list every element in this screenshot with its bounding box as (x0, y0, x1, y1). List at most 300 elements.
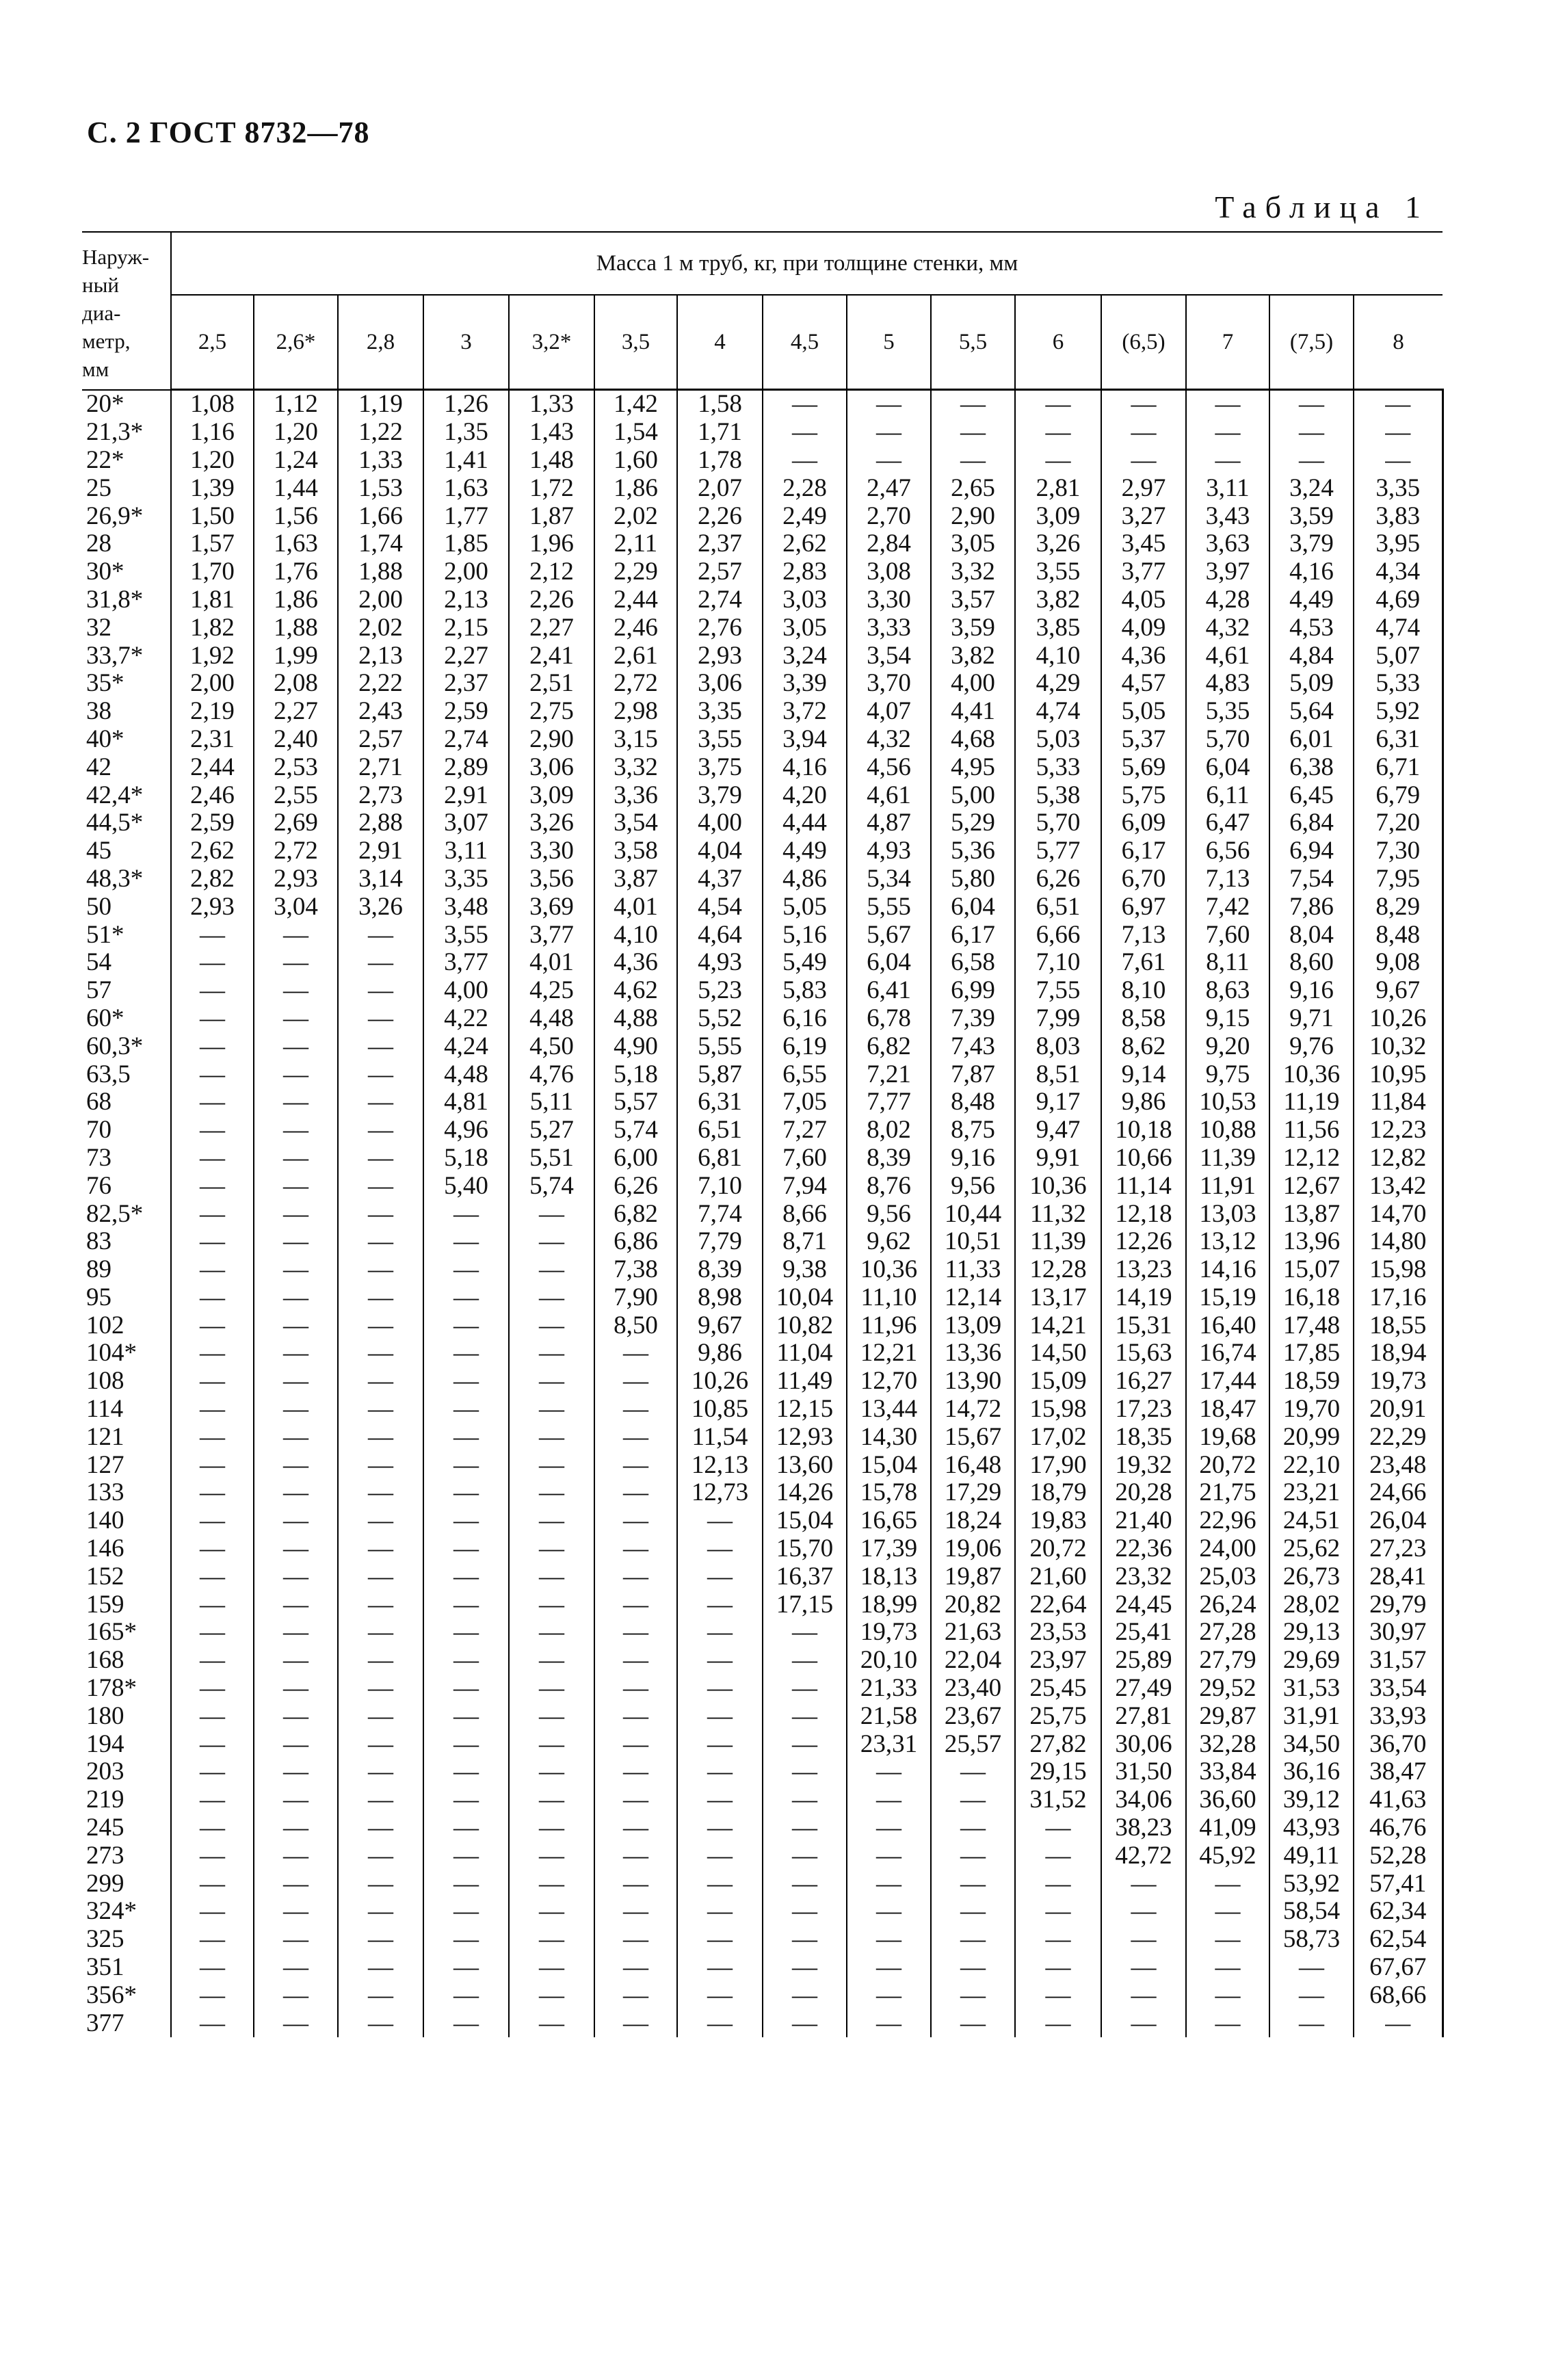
mass-cell: 10,95 (1354, 1060, 1443, 1088)
mass-cell: 17,02 (1015, 1423, 1101, 1451)
mass-cell: — (1101, 1926, 1186, 1954)
mass-cell: — (509, 1898, 594, 1926)
mass-cell: — (763, 1647, 847, 1675)
mass-cell: — (171, 1088, 254, 1116)
mass-cell: 7,39 (931, 1005, 1015, 1033)
diameter-header-line: ный (82, 272, 120, 297)
mass-cell: 7,43 (931, 1032, 1015, 1060)
mass-cell: — (171, 1675, 254, 1703)
mass-cell: — (677, 1647, 763, 1675)
mass-cell: — (254, 1842, 338, 1870)
mass-cell: 25,45 (1015, 1675, 1101, 1703)
mass-cell: 3,08 (847, 558, 931, 586)
mass-cell: 4,62 (594, 977, 677, 1005)
mass-cell: — (763, 1870, 847, 1898)
mass-cell: — (1101, 2009, 1186, 2037)
mass-cell: 9,17 (1015, 1088, 1101, 1116)
table-row (82, 781, 1443, 809)
mass-cell: 4,49 (763, 837, 847, 865)
mass-cell: — (763, 1675, 847, 1703)
mass-cell: — (677, 1898, 763, 1926)
mass-cell: 1,22 (338, 419, 423, 447)
mass-cell: 2,37 (423, 670, 509, 698)
mass-cell: 3,63 (1186, 530, 1269, 558)
mass-cell: 19,70 (1269, 1396, 1354, 1424)
mass-cell: 1,78 (677, 447, 763, 475)
mass-cell: 7,87 (931, 1060, 1015, 1088)
mass-cell: 24,66 (1354, 1479, 1443, 1507)
mass-cell: 22,04 (931, 1647, 1015, 1675)
table-row (82, 1702, 1443, 1730)
table-row (82, 1116, 1443, 1145)
mass-cell: — (254, 1228, 338, 1256)
mass-cell: 4,61 (847, 781, 931, 809)
mass-cell: 29,87 (1186, 1702, 1269, 1730)
mass-cell: 8,60 (1269, 949, 1354, 977)
mass-cell: 12,15 (763, 1396, 847, 1424)
mass-cell: — (171, 949, 254, 977)
mass-cell: 8,29 (1354, 893, 1443, 921)
mass-cell: — (423, 1479, 509, 1507)
mass-cell: 5,00 (931, 781, 1015, 809)
mass-cell: 6,26 (1015, 865, 1101, 893)
mass-cell: — (1101, 390, 1186, 419)
mass-cell: 3,54 (594, 809, 677, 837)
mass-cell: — (338, 1005, 423, 1033)
table-row (82, 1842, 1443, 1870)
mass-cell: 53,92 (1269, 1870, 1354, 1898)
mass-cell: 5,70 (1015, 809, 1101, 837)
mass-cell: 23,67 (931, 1702, 1015, 1730)
mass-cell: 2,81 (1015, 474, 1101, 502)
mass-cell: 7,38 (594, 1256, 677, 1284)
mass-cell: — (254, 1507, 338, 1535)
mass-cell: 7,90 (594, 1284, 677, 1312)
mass-cell: 2,90 (931, 502, 1015, 530)
mass-cell: 14,30 (847, 1423, 931, 1451)
mass-cell: 11,49 (763, 1368, 847, 1396)
table-row (82, 390, 1443, 419)
mass-cell: 14,19 (1101, 1284, 1186, 1312)
mass-cell: 1,63 (423, 474, 509, 502)
mass-cell: 7,86 (1269, 893, 1354, 921)
mass-cell: 6,09 (1101, 809, 1186, 837)
mass-cell: — (171, 921, 254, 949)
mass-cell: — (594, 1954, 677, 1982)
thickness-header-cell: (7,5) (1269, 295, 1354, 390)
thickness-header-cell: 7 (1186, 295, 1269, 390)
diameter-cell: 377 (82, 2009, 171, 2037)
mass-cell: 4,48 (423, 1060, 509, 1088)
mass-cell: 1,20 (171, 447, 254, 475)
diameter-cell: 159 (82, 1591, 171, 1619)
mass-cell: 2,55 (254, 781, 338, 809)
mass-cell: 10,04 (763, 1284, 847, 1312)
mass-cell: 15,04 (763, 1507, 847, 1535)
mass-cell: — (677, 1535, 763, 1563)
diameter-cell: 38 (82, 698, 171, 726)
table-row (82, 670, 1443, 698)
mass-cell: — (171, 1954, 254, 1982)
mass-cell: 5,05 (1101, 698, 1186, 726)
mass-cell: — (171, 1730, 254, 1758)
mass-cell: 8,11 (1186, 949, 1269, 977)
mass-cell: 2,57 (677, 558, 763, 586)
mass-cell: 10,26 (1354, 1005, 1443, 1033)
mass-cell: 13,12 (1186, 1228, 1269, 1256)
mass-cell: 23,97 (1015, 1647, 1101, 1675)
mass-cell: — (338, 1898, 423, 1926)
mass-cell: — (509, 2009, 594, 2037)
mass-cell: — (171, 1116, 254, 1145)
table-row (82, 1562, 1443, 1591)
mass-cell: 57,41 (1354, 1870, 1443, 1898)
mass-cell: — (509, 1842, 594, 1870)
table-body (82, 390, 1443, 2038)
mass-cell: 15,19 (1186, 1284, 1269, 1312)
mass-cell: 4,24 (423, 1032, 509, 1060)
mass-cell: 16,37 (763, 1562, 847, 1591)
mass-cell: — (254, 1730, 338, 1758)
mass-cell: — (677, 1619, 763, 1647)
mass-cell: 3,15 (594, 726, 677, 754)
mass-cell: 8,39 (677, 1256, 763, 1284)
mass-cell: 15,78 (847, 1479, 931, 1507)
mass-cell: 3,09 (509, 781, 594, 809)
mass-cell: 2,08 (254, 670, 338, 698)
mass-cell: 43,93 (1269, 1814, 1354, 1842)
mass-cell: 14,50 (1015, 1339, 1101, 1368)
mass-cell: 6,17 (1101, 837, 1186, 865)
mass-cell: — (509, 1758, 594, 1786)
mass-cell: 4,50 (509, 1032, 594, 1060)
table-row (82, 726, 1443, 754)
table-row (82, 1396, 1443, 1424)
mass-cell: — (171, 977, 254, 1005)
mass-cell: — (171, 1619, 254, 1647)
mass-cell: — (594, 1368, 677, 1396)
mass-cell: 3,35 (423, 865, 509, 893)
mass-cell: — (254, 1396, 338, 1424)
mass-cell: 2,43 (338, 698, 423, 726)
mass-cell: — (931, 1926, 1015, 1954)
mass-cell: — (338, 1339, 423, 1368)
table-row (82, 1256, 1443, 1284)
mass-cell: 20,10 (847, 1647, 931, 1675)
mass-cell: — (931, 447, 1015, 475)
mass-cell: 27,28 (1186, 1619, 1269, 1647)
mass-cell: 2,00 (423, 558, 509, 586)
mass-cell: — (338, 1562, 423, 1591)
mass-cell: — (594, 1730, 677, 1758)
mass-cell: — (677, 1870, 763, 1898)
mass-cell: — (171, 1562, 254, 1591)
mass-cell: — (509, 1396, 594, 1424)
mass-cell: — (509, 1619, 594, 1647)
mass-cell: — (1269, 390, 1354, 419)
mass-cell: 2,73 (338, 781, 423, 809)
mass-cell: 2,02 (338, 614, 423, 642)
mass-cell: 2,28 (763, 474, 847, 502)
diameter-cell: 180 (82, 1702, 171, 1730)
mass-cell: — (171, 1256, 254, 1284)
mass-cell: — (423, 1368, 509, 1396)
mass-cell: 3,03 (763, 586, 847, 614)
mass-cell: — (254, 1368, 338, 1396)
mass-cell: — (931, 1842, 1015, 1870)
table-row (82, 1786, 1443, 1814)
mass-cell: 1,88 (254, 614, 338, 642)
mass-cell: 14,72 (931, 1396, 1015, 1424)
mass-cell: 16,40 (1186, 1311, 1269, 1339)
mass-cell: 3,04 (254, 893, 338, 921)
mass-cell: 22,36 (1101, 1535, 1186, 1563)
mass-cell: 15,07 (1269, 1256, 1354, 1284)
mass-cell: 21,63 (931, 1619, 1015, 1647)
mass-cell: 8,98 (677, 1284, 763, 1312)
diameter-cell: 40* (82, 726, 171, 754)
mass-cell: 6,38 (1269, 753, 1354, 781)
mass-cell: — (254, 1339, 338, 1368)
mass-cell: 38,47 (1354, 1758, 1443, 1786)
mass-cell: 2,27 (509, 614, 594, 642)
mass-cell: 3,39 (763, 670, 847, 698)
diameter-cell: 89 (82, 1256, 171, 1284)
mass-cell: 2,41 (509, 642, 594, 670)
mass-cell: 6,04 (931, 893, 1015, 921)
mass-cell: 7,74 (677, 1200, 763, 1228)
mass-cell: — (1015, 2009, 1101, 2037)
mass-cell: 4,16 (763, 753, 847, 781)
mass-cell: 1,26 (423, 390, 509, 419)
mass-cell: 1,56 (254, 502, 338, 530)
mass-cell: 10,36 (1015, 1172, 1101, 1200)
mass-cell: — (171, 1060, 254, 1088)
mass-cell: 2,31 (171, 726, 254, 754)
mass-cell: — (594, 1339, 677, 1368)
mass-cell: — (338, 2009, 423, 2037)
mass-cell: 8,10 (1101, 977, 1186, 1005)
mass-cell: 62,54 (1354, 1926, 1443, 1954)
mass-cell: 25,57 (931, 1730, 1015, 1758)
mass-cell: 16,65 (847, 1507, 931, 1535)
mass-cell: 9,47 (1015, 1116, 1101, 1145)
mass-cell: 5,67 (847, 921, 931, 949)
mass-cell: 6,45 (1269, 781, 1354, 809)
mass-cell: 1,92 (171, 642, 254, 670)
mass-cell: 3,45 (1101, 530, 1186, 558)
mass-cell: 8,76 (847, 1172, 931, 1200)
mass-cell: 8,58 (1101, 1005, 1186, 1033)
mass-cell: 1,43 (509, 419, 594, 447)
mass-cell: 3,11 (1186, 474, 1269, 502)
mass-cell: — (847, 390, 931, 419)
diameter-cell: 54 (82, 949, 171, 977)
mass-cell: 13,44 (847, 1396, 931, 1424)
mass-cell: 3,07 (423, 809, 509, 837)
mass-cell: 3,35 (1354, 474, 1443, 502)
mass-cell: 6,04 (1186, 753, 1269, 781)
mass-cell: 4,68 (931, 726, 1015, 754)
mass-cell: — (254, 1870, 338, 1898)
mass-cell: 19,87 (931, 1562, 1015, 1591)
diameter-cell: 146 (82, 1535, 171, 1563)
mass-cell: — (763, 1814, 847, 1842)
mass-cell: — (254, 2009, 338, 2037)
table-row (82, 977, 1443, 1005)
mass-cell: — (677, 1814, 763, 1842)
mass-cell: — (1269, 1981, 1354, 2009)
mass-cell: — (1015, 1814, 1101, 1842)
mass-cell: — (509, 1926, 594, 1954)
table-row (82, 642, 1443, 670)
mass-cell: 5,83 (763, 977, 847, 1005)
mass-cell: — (509, 1479, 594, 1507)
mass-cell: 30,06 (1101, 1730, 1186, 1758)
mass-cell: 3,24 (1269, 474, 1354, 502)
diameter-cell: 245 (82, 1814, 171, 1842)
mass-cell: 11,10 (847, 1284, 931, 1312)
mass-cell: — (423, 2009, 509, 2037)
mass-cell: 5,92 (1354, 698, 1443, 726)
mass-cell: 19,68 (1186, 1423, 1269, 1451)
table-row (82, 1032, 1443, 1060)
mass-cell: — (338, 1088, 423, 1116)
mass-cell: 5,38 (1015, 781, 1101, 809)
mass-cell: — (1101, 1981, 1186, 2009)
mass-cell: 9,67 (677, 1311, 763, 1339)
mass-cell: 12,26 (1101, 1228, 1186, 1256)
mass-cell: 2,75 (509, 698, 594, 726)
mass-cell: 11,19 (1269, 1088, 1354, 1116)
mass-cell: 5,11 (509, 1088, 594, 1116)
table-row (82, 837, 1443, 865)
mass-cell: — (338, 1256, 423, 1284)
mass-cell: 17,90 (1015, 1451, 1101, 1479)
mass-cell: 2,37 (677, 530, 763, 558)
diameter-header-line: Наруж- (82, 244, 150, 269)
thickness-header-cell: 3 (423, 295, 509, 390)
mass-cell: — (338, 1368, 423, 1396)
diameter-cell: 68 (82, 1088, 171, 1116)
mass-cell: 1,53 (338, 474, 423, 502)
mass-cell: — (423, 1339, 509, 1368)
mass-cell: 6,79 (1354, 781, 1443, 809)
mass-cell: — (509, 1870, 594, 1898)
mass-cell: — (254, 1284, 338, 1312)
mass-cell: 18,47 (1186, 1396, 1269, 1424)
mass-cell: — (254, 1814, 338, 1842)
mass-cell: — (847, 1814, 931, 1842)
mass-cell: — (1354, 390, 1443, 419)
mass-cell: — (338, 1981, 423, 2009)
mass-cell: — (171, 1228, 254, 1256)
mass-cell: 7,60 (763, 1145, 847, 1173)
mass-cell: 26,04 (1354, 1507, 1443, 1535)
mass-cell: — (423, 1758, 509, 1786)
mass-cell: — (254, 1005, 338, 1033)
mass-cell: 13,23 (1101, 1256, 1186, 1284)
diameter-header-line: мм (82, 356, 109, 381)
mass-cell: 7,77 (847, 1088, 931, 1116)
mass-cell: 2,27 (254, 698, 338, 726)
mass-cell: 29,52 (1186, 1675, 1269, 1703)
mass-cell: 3,59 (1269, 502, 1354, 530)
mass-cell: 11,84 (1354, 1088, 1443, 1116)
mass-cell: — (1186, 1954, 1269, 1982)
mass-cell: 2,49 (763, 502, 847, 530)
mass-cell: — (847, 1758, 931, 1786)
diameter-cell: 299 (82, 1870, 171, 1898)
table-row (82, 1981, 1443, 2009)
mass-cell: 6,04 (847, 949, 931, 977)
mass-cell: 5,40 (423, 1172, 509, 1200)
mass-cell: — (254, 1954, 338, 1982)
diameter-cell: 31,8* (82, 586, 171, 614)
mass-cell: 6,86 (594, 1228, 677, 1256)
mass-cell: — (338, 1647, 423, 1675)
diameter-cell: 20* (82, 390, 171, 419)
mass-cell: 4,49 (1269, 586, 1354, 614)
mass-cell: 9,75 (1186, 1060, 1269, 1088)
mass-cell: — (338, 977, 423, 1005)
diameter-cell: 60* (82, 1005, 171, 1033)
mass-cell: — (1269, 1954, 1354, 1982)
mass-cell: 6,41 (847, 977, 931, 1005)
diameter-cell: 33,7* (82, 642, 171, 670)
mass-cell: 5,16 (763, 921, 847, 949)
mass-cell: 33,54 (1354, 1675, 1443, 1703)
mass-cell: 4,86 (763, 865, 847, 893)
mass-cell: — (509, 1591, 594, 1619)
mass-cell: — (509, 1814, 594, 1842)
mass-cell: 2,26 (677, 502, 763, 530)
mass-cell: 10,44 (931, 1200, 1015, 1228)
mass-cell: — (254, 1479, 338, 1507)
mass-cell: 33,93 (1354, 1702, 1443, 1730)
mass-cell: 8,66 (763, 1200, 847, 1228)
mass-cell: 3,77 (423, 949, 509, 977)
mass-cell: 6,56 (1186, 837, 1269, 865)
mass-cell: — (594, 1396, 677, 1424)
mass-cell: 31,91 (1269, 1702, 1354, 1730)
mass-cell: 4,00 (423, 977, 509, 1005)
diameter-cell: 21,3* (82, 419, 171, 447)
mass-cell: 12,14 (931, 1284, 1015, 1312)
diameter-cell: 102 (82, 1311, 171, 1339)
mass-cell: 3,59 (931, 614, 1015, 642)
mass-cell: — (171, 1339, 254, 1368)
mass-cell: 5,27 (509, 1116, 594, 1145)
mass-cell: — (171, 1591, 254, 1619)
mass-cell: — (423, 1702, 509, 1730)
mass-cell: — (171, 1423, 254, 1451)
mass-cell: 11,04 (763, 1339, 847, 1368)
mass-cell: 2,62 (763, 530, 847, 558)
mass-cell: — (423, 1200, 509, 1228)
table-row (82, 586, 1443, 614)
mass-cell: 20,99 (1269, 1423, 1354, 1451)
mass-cell: 1,63 (254, 530, 338, 558)
mass-cell: 6,00 (594, 1145, 677, 1173)
pipe-mass-table (82, 231, 1444, 2037)
mass-cell: — (423, 1647, 509, 1675)
mass-cell: — (254, 921, 338, 949)
mass-cell: — (254, 1256, 338, 1284)
mass-cell: 3,30 (509, 837, 594, 865)
mass-cell: 23,40 (931, 1675, 1015, 1703)
mass-cell: — (594, 1842, 677, 1870)
